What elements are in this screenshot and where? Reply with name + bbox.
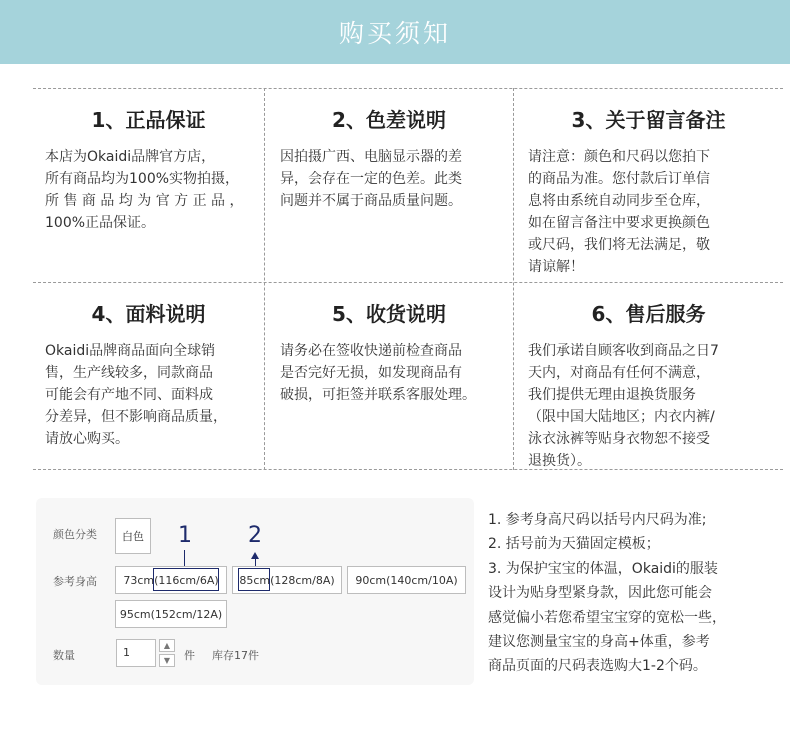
divider: [33, 88, 783, 89]
section-line: （限中国大陆地区；内衣内裤/: [528, 409, 715, 425]
section-title: 4、面料说明: [91, 302, 206, 326]
section-line: 我们承诺自顾客收到商品之日7: [528, 343, 719, 359]
section-body: [528, 146, 710, 278]
section-line: 我们提供无理由退换货服务: [528, 387, 696, 403]
stock-count: 库存17件: [212, 649, 259, 662]
decrease-button[interactable]: [159, 654, 175, 667]
highlight-box: [153, 568, 219, 591]
section-line: 是否完好无损，如发现商品有: [280, 365, 462, 381]
section-line: 售，生产线较多，同款商品: [45, 365, 213, 381]
section-title: 6、售后服务: [591, 302, 706, 326]
section-line: 请谅解！: [528, 259, 584, 275]
section-body: [280, 146, 462, 212]
section-line: 或尺码，我们将无法满足，敬: [528, 237, 710, 253]
color-label: 颜色分类: [53, 528, 97, 541]
size-notes: [488, 508, 758, 679]
section-color-difference: [265, 104, 513, 274]
header-banner: [0, 0, 790, 64]
section-title: 2、色差说明: [332, 108, 446, 132]
note-line: 建议您测量宝宝的身高+体重，参考: [488, 634, 710, 651]
section-line: 所 售 商 品 均 为 官 方 正 品 ，: [45, 193, 244, 209]
section-line: 本店为Okaidi品牌官方店，: [45, 149, 216, 165]
notice-grid: [33, 88, 783, 470]
section-order-notes: [514, 104, 783, 274]
size-label: 参考身高: [53, 575, 97, 588]
section-line: 异，会存在一定的色差。此类: [280, 171, 462, 187]
section-line: 的商品为准。您付款后订单信: [528, 171, 710, 187]
section-title: 3、关于留言备注: [571, 108, 726, 132]
section-line: 100%正品保证。: [45, 215, 156, 231]
note-line: 感觉偏小若您希望宝宝穿的宽松一些，: [488, 609, 726, 626]
section-line: 天内，对商品有任何不满意，: [528, 365, 710, 381]
section-line: 如在留言备注中要求更换颜色: [528, 215, 710, 231]
quantity-unit: 件: [184, 649, 195, 662]
section-body: [528, 340, 719, 472]
section-line: 请务必在签收快递前检查商品: [280, 343, 462, 359]
size-option[interactable]: 85cm(128cm/8A): [232, 566, 342, 594]
highlight-box: [238, 568, 270, 591]
section-line: Okaidi品牌商品面向全球销: [45, 343, 216, 359]
annotation-number-1: 1: [178, 523, 192, 548]
quantity-label: 数量: [53, 649, 75, 662]
section-fabric: [33, 298, 264, 463]
section-line: 请放心购买。: [45, 431, 129, 447]
section-line: 退换货）。: [528, 453, 591, 469]
increase-button[interactable]: [159, 639, 175, 652]
section-line: 息将由系统自动同步至仓库，: [528, 193, 710, 209]
section-line: 可能会有产地不同、面料成: [45, 387, 213, 403]
chevron-up-icon: ▲: [163, 641, 171, 650]
section-line: 破损，可拒签并联系客服处理。: [280, 387, 476, 403]
divider: [33, 282, 783, 283]
product-selector-panel: [36, 498, 474, 685]
section-body: [280, 340, 476, 406]
page-title: 购买须知: [338, 19, 451, 48]
section-receiving: [265, 298, 513, 463]
note-line: 设计为贴身型紧身款，因此您可能会: [488, 585, 712, 602]
annotation-number-2: 2: [248, 523, 262, 548]
section-title: 5、收货说明: [332, 302, 446, 326]
section-after-sales: [514, 298, 783, 469]
section-line: 因拍摄广西、电脑显示器的差: [280, 149, 462, 165]
note-line: 1. 参考身高尺码以括号内尺码为准;: [488, 512, 707, 528]
section-title: 1、正品保证: [91, 108, 206, 132]
note-line: 3. 为保护宝宝的体温，Okaidi的服装: [488, 560, 718, 577]
size-option[interactable]: 73cm(116cm/6A): [115, 566, 227, 594]
note-line: 商品页面的尺码表选购大1-2个码。: [488, 658, 707, 675]
note-line: 2. 括号前为天猫固定模板；: [488, 536, 660, 553]
quantity-input[interactable]: 1: [116, 639, 156, 667]
section-line: 所有商品均为100%实物拍摄，: [45, 171, 240, 187]
section-line: 问题并不属于商品质量问题。: [280, 193, 462, 209]
color-option-white[interactable]: 白色: [115, 518, 151, 554]
section-line: 请注意：颜色和尺码以您拍下: [528, 149, 710, 165]
section-body: [45, 146, 244, 234]
chevron-down-icon: ▼: [163, 656, 171, 665]
section-genuine-guarantee: [33, 104, 264, 274]
section-line: 分差异，但不影响商品质量，: [45, 409, 227, 425]
section-body: [45, 340, 227, 450]
size-option[interactable]: 90cm(140cm/10A): [347, 566, 466, 594]
size-option[interactable]: 95cm(152cm/12A): [115, 600, 227, 628]
section-line: 泳衣泳裤等贴身衣物恕不接受: [528, 431, 710, 447]
